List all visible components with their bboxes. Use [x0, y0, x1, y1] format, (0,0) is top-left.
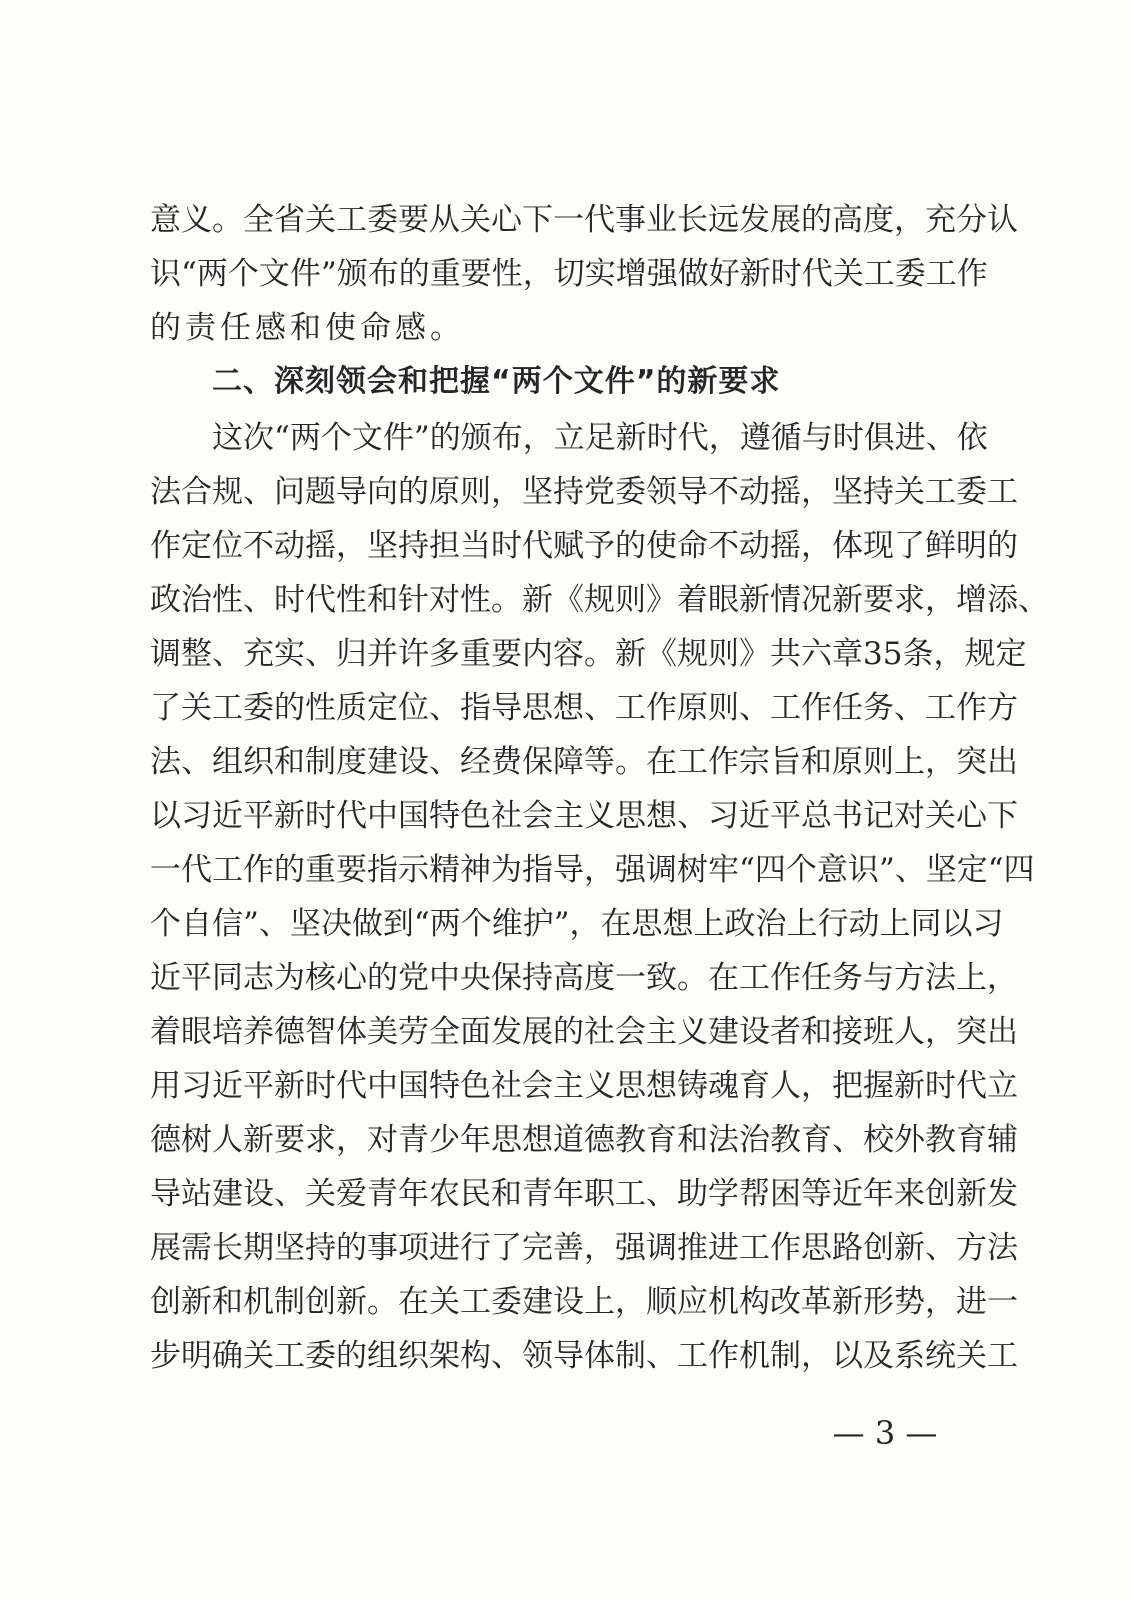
text-line: 用习近平新时代中国特色社会主义思想铸魂育人，把握新时代立 [150, 1068, 1018, 1104]
text-line: 近平同志为核心的党中央保持高度一致。在工作任务与方法上， [150, 960, 1018, 996]
text-line: 意义。全省关工委要从关心下一代事业长远发展的高度，充分认 [150, 202, 1018, 238]
text-line: 一代工作的重要指示精神为指导，强调树牢“四个意识”、坚定“四 [150, 852, 1035, 888]
text-line: 法合规、问题导向的原则，坚持党委领导不动摇，坚持关工委工 [150, 474, 1018, 510]
text-line: 导站建设、关爱青年农民和青年职工、助学帮困等近年来创新发 [150, 1176, 1018, 1212]
text-line: 了关工委的性质定位、指导思想、工作原则、工作任务、工作方 [150, 690, 1018, 726]
section-heading: 二、深刻领会和把握“两个文件”的新要求 [212, 364, 781, 399]
text-line: 展需长期坚持的事项进行了完善，强调推进工作思路创新、方法 [150, 1230, 1018, 1266]
text-line: 这次“两个文件”的颁布，立足新时代，遵循与时俱进、依 [212, 420, 988, 456]
text-line: 步明确关工委的组织架构、领导体制、工作机制，以及系统关工 [150, 1338, 1018, 1374]
text-line: 政治性、时代性和针对性。新《规则》着眼新情况新要求，增添、 [150, 582, 1049, 618]
text-line: 着眼培养德智体美劳全面发展的社会主义建设者和接班人，突出 [150, 1014, 1018, 1050]
text-line: 作定位不动摇，坚持担当时代赋予的使命不动摇，体现了鲜明的 [150, 528, 1018, 564]
text-line: 德树人新要求，对青少年思想道德教育和法治教育、校外教育辅 [150, 1122, 1018, 1158]
text-line: 法、组织和制度建设、经费保障等。在工作宗旨和原则上，突出 [150, 744, 1018, 780]
text-line: 以习近平新时代中国特色社会主义思想、习近平总书记对关心下 [150, 798, 1018, 834]
text-line: 调整、充实、归并许多重要内容。新《规则》共六章35条，规定 [150, 636, 1027, 672]
text-line: 个自信”、坚决做到“两个维护”，在思想上政治上行动上同以习 [150, 906, 1004, 942]
text-line: 创新和机制创新。在关工委建设上，顺应机构改革新形势，进一 [150, 1284, 1018, 1320]
page-number: — 3 — [832, 1414, 938, 1452]
text-line: 识“两个文件”颁布的重要性，切实增强做好新时代关工委工作 [150, 256, 988, 292]
text-line: 的责任感和使命感。 [150, 310, 465, 346]
